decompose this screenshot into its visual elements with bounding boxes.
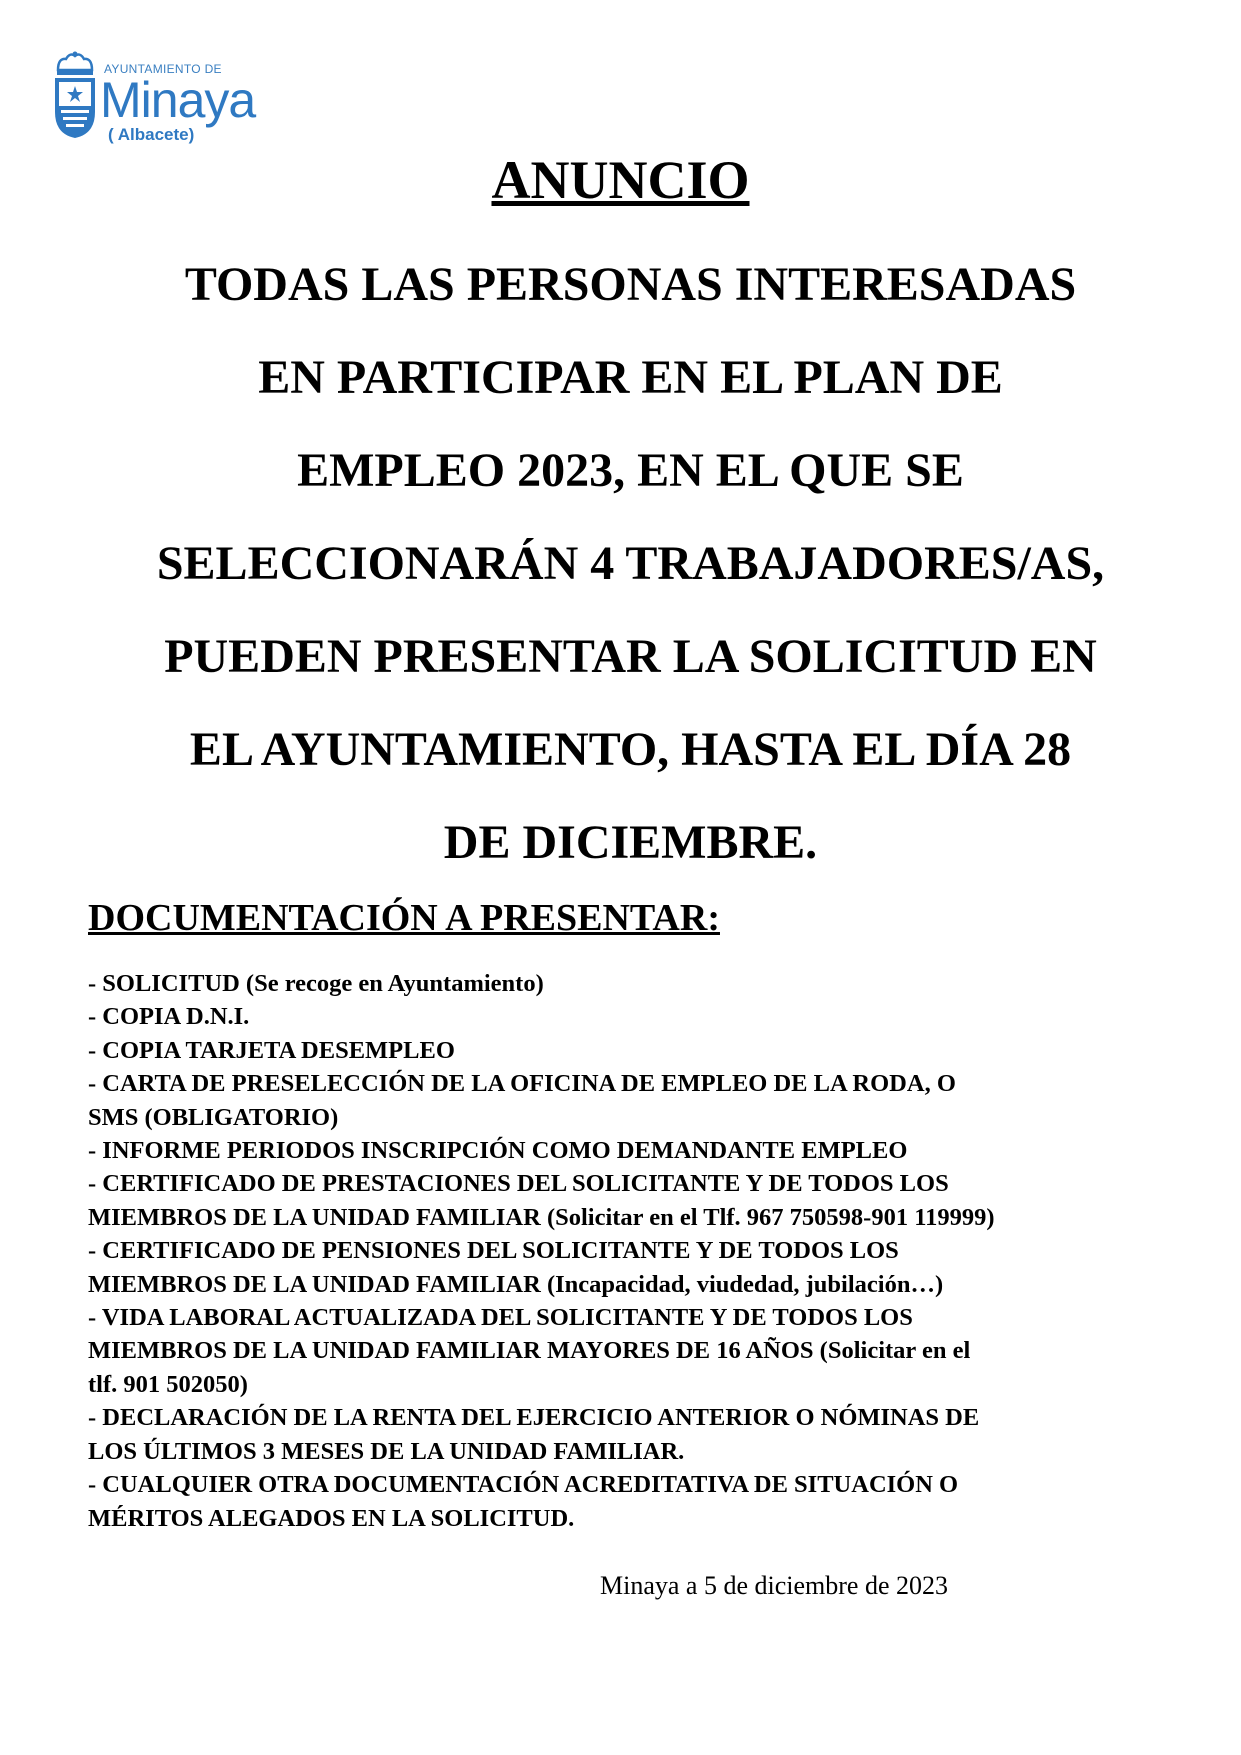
municipal-logo [52, 50, 272, 145]
list-item: SMS (OBLIGATORIO) [88, 1103, 339, 1131]
logo-name: Minaya [100, 72, 256, 128]
list-item: - INFORME PERIODOS INSCRIPCIÓN COMO DEMANDANTE EMPLEO [88, 1137, 908, 1165]
list-item: - SOLICITUD (Se recoge en Ayuntamiento) [88, 970, 544, 997]
headline-line: EN PARTICIPAR EN EL PLAN DE [258, 351, 1003, 404]
headline-line: PUEDEN PRESENTAR LA SOLICITUD EN [164, 630, 1097, 683]
list-item: MÉRITOS ALEGADOS EN LA SOLICITUD. [88, 1504, 575, 1532]
list-item: MIEMBROS DE LA UNIDAD FAMILIAR (Incapacidad, viudedad, jubilación…) [88, 1270, 944, 1298]
list-item: MIEMBROS DE LA UNIDAD FAMILIAR MAYORES DE 16 AÑOS (Solicitar en el [88, 1337, 971, 1365]
documentation-heading: DOCUMENTACIÓN A PRESENTAR: [88, 897, 720, 939]
list-item: - VIDA LABORAL ACTUALIZADA DEL SOLICITANTE Y DE TODOS LOS [88, 1304, 913, 1332]
crowned-shield-icon [52, 50, 98, 142]
logo-small-text: AYUNTAMIENTO DE [104, 62, 222, 76]
headline-line: DE DICIEMBRE. [443, 816, 818, 869]
list-item: LOS ÚLTIMOS 3 MESES DE LA UNIDAD FAMILIAR. [88, 1437, 685, 1465]
list-item: MIEMBROS DE LA UNIDAD FAMILIAR (Solicitar en el Tlf. 967 750598-901 119999) [88, 1203, 995, 1231]
list-item: - CERTIFICADO DE PENSIONES DEL SOLICITANTE Y DE TODOS LOS [88, 1237, 899, 1265]
list-item: - CERTIFICADO DE PRESTACIONES DEL SOLICITANTE Y DE TODOS LOS [88, 1170, 949, 1198]
list-item: - COPIA TARJETA DESEMPLEO [88, 1036, 455, 1064]
date-signature: Minaya a 5 de diciembre de 2023 [600, 1571, 948, 1600]
headline-line: TODAS LAS PERSONAS INTERESADAS [184, 258, 1077, 311]
announcement-headline [60, 238, 1201, 889]
documentation-list [88, 967, 1188, 1535]
list-item: tlf. 901 502050) [88, 1370, 248, 1398]
list-item: - CUALQUIER OTRA DOCUMENTACIÓN ACREDITATIVA DE SITUACIÓN O [88, 1471, 959, 1499]
headline-line: EL AYUNTAMIENTO, HASTA EL DÍA 28 [189, 723, 1072, 776]
list-item: - CARTA DE PRESELECCIÓN DE LA OFICINA DE EMPLEO DE LA RODA, O [88, 1070, 956, 1098]
list-item: - COPIA D.N.I. [88, 1003, 250, 1031]
headline-line: SELECCIONARÁN 4 TRABAJADORES/AS, [156, 537, 1105, 590]
page-title: ANUNCIO [491, 150, 750, 210]
list-item: - DECLARACIÓN DE LA RENTA DEL EJERCICIO ANTERIOR O NÓMINAS DE [88, 1404, 980, 1432]
headline-line: EMPLEO 2023, EN EL QUE SE [297, 444, 964, 497]
logo-region: ( Albacete) [108, 125, 195, 144]
